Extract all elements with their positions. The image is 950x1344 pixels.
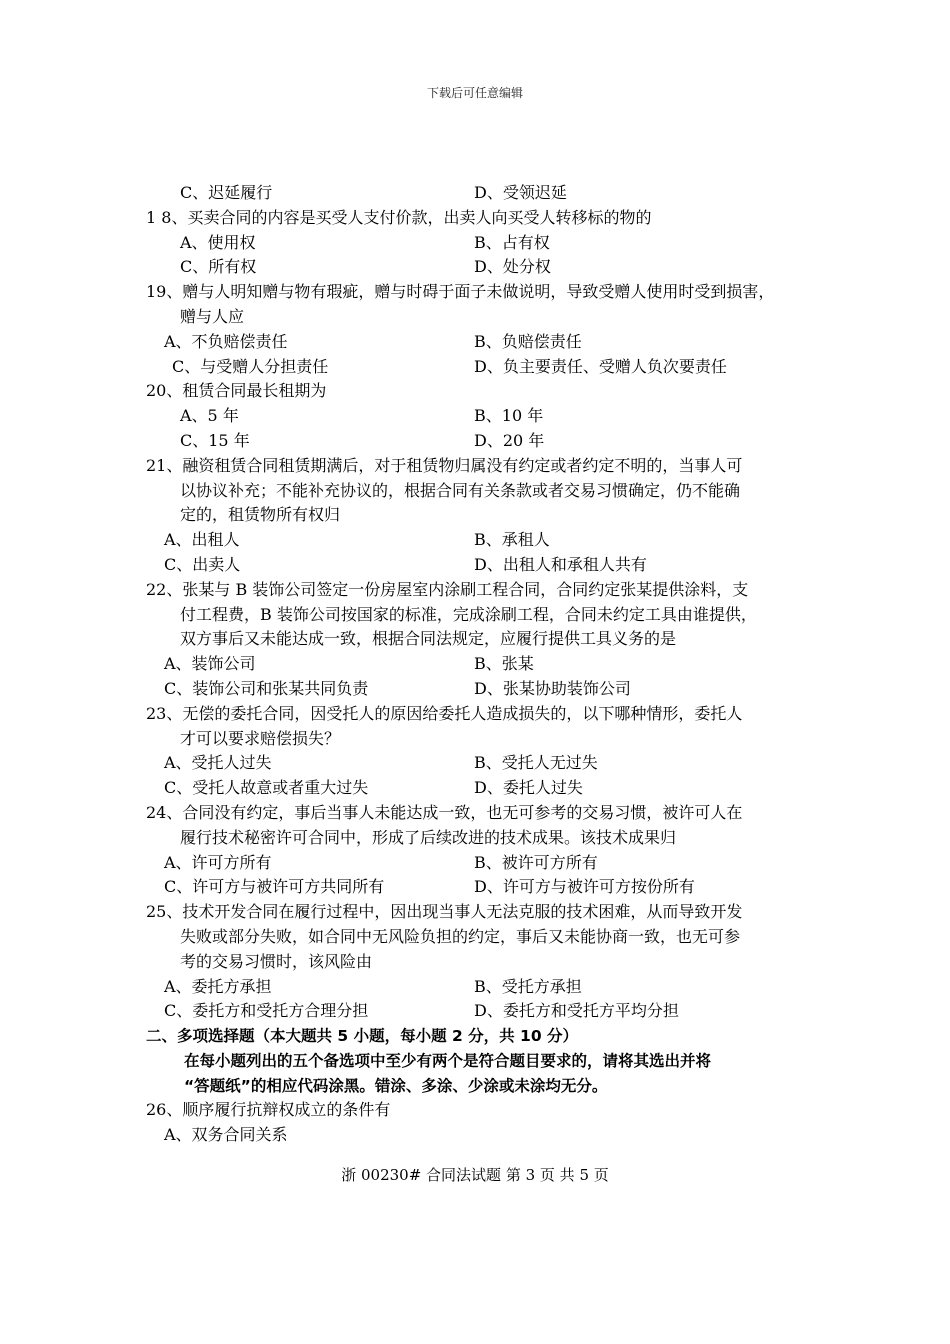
- question-text: 22、张某与 B 装饰公司签定一份房屋室内涂刷工程合同，合同约定张某提供涂料，支: [146, 579, 749, 599]
- option-left: C、委托方和受托方合理分担: [164, 1001, 369, 1021]
- question-continuation: 履行技术秘密许可合同中，形成了后续改进的技术成果。该技术成果归: [180, 827, 677, 847]
- option-right: D、委托人过失: [474, 778, 583, 798]
- question-continuation: 失败或部分失败，如合同中无风险负担的约定，事后又未能协商一致，也无可参: [180, 926, 741, 946]
- option-right: D、许可方与被许可方按份所有: [474, 877, 695, 897]
- option-left: A、出租人: [164, 530, 240, 550]
- option-right: D、20 年: [474, 430, 545, 450]
- option-left: C、与受赠人分担责任: [172, 356, 329, 376]
- option-left: A、装饰公司: [164, 654, 256, 674]
- question-continuation: 才可以要求赔偿损失？: [180, 728, 341, 748]
- question-continuation: 考的交易习惯时，该风险由: [180, 951, 373, 971]
- option-row: [146, 1123, 826, 1148]
- question-text: 20、租赁合同最长租期为: [146, 381, 327, 401]
- question-text: 26、顺序履行抗辩权成立的条件有: [146, 1100, 391, 1120]
- option-row: [146, 553, 826, 578]
- question-text: 21、融资租赁合同租赁期满后，对于租赁物归属没有约定或者约定不明的，当事人可: [146, 455, 743, 475]
- question-text: 1 8、买卖合同的内容是买受人支付价款，出卖人向买受人转移标的物的: [146, 207, 652, 227]
- question-text: 24、合同没有约定，事后当事人未能达成一致，也无可参考的交易习惯，被许可人在: [146, 802, 743, 822]
- question-text: 23、无偿的委托合同，因受托人的原因给委托人造成损失的，以下哪种情形，委托人: [146, 703, 743, 723]
- option-left: A、不负赔偿责任: [164, 331, 288, 351]
- question-continuation: 付工程费，B 装饰公司按国家的标准，完成涂刷工程，合同未约定工具由谁提供，: [180, 604, 757, 624]
- page-header: 下载后可任意编辑: [426, 86, 523, 100]
- option-right: D、委托方和受托方平均分担: [474, 1001, 679, 1021]
- option-right: B、占有权: [474, 232, 550, 252]
- option-row: [146, 751, 826, 776]
- option-row: [146, 528, 826, 553]
- option-row: [146, 181, 826, 206]
- option-row: [146, 429, 826, 454]
- option-row: [146, 776, 826, 801]
- option-right: B、10 年: [474, 406, 544, 426]
- option-row: [146, 231, 826, 256]
- exam-content: [146, 181, 826, 1148]
- option-left: C、装饰公司和张某共同负责: [164, 678, 369, 698]
- option-right: B、张某: [474, 654, 534, 674]
- section-instructions: “答题纸”的相应代码涂黑。错涂、多涂、少涂或未涂均无分。: [184, 1076, 608, 1095]
- option-left: A、双务合同关系: [164, 1125, 288, 1145]
- question-continuation: 定的，租赁物所有权归: [180, 505, 341, 525]
- option-left: C、所有权: [180, 257, 257, 277]
- question-text: 25、技术开发合同在履行过程中，因出现当事人无法克服的技术困难，从而导致开发: [146, 902, 743, 922]
- option-left: C、受托人故意或者重大过失: [164, 778, 369, 798]
- question-continuation: 双方事后又未能达成一致，根据合同法规定，应履行提供工具义务的是: [180, 629, 677, 649]
- option-left: C、出卖人: [164, 554, 241, 574]
- option-left: A、使用权: [180, 232, 256, 252]
- option-right: B、负赔偿责任: [474, 331, 582, 351]
- option-row: [146, 677, 826, 702]
- option-left: C、许可方与被许可方共同所有: [164, 877, 385, 897]
- option-row: [146, 875, 826, 900]
- option-row: [146, 652, 826, 677]
- option-right: D、负主要责任、受赠人负次要责任: [474, 356, 727, 376]
- option-row: [146, 975, 826, 1000]
- question-continuation: 赠与人应: [180, 306, 245, 326]
- option-right: B、受托人无过失: [474, 753, 598, 773]
- option-right: B、承租人: [474, 530, 550, 550]
- option-right: D、张某协助装饰公司: [474, 678, 631, 698]
- option-left: C、迟延履行: [180, 183, 273, 202]
- question-text: 19、赠与人明知赠与物有瑕疵，赠与时碍于面子未做说明，导致受赠人使用时受到损害，: [146, 282, 775, 302]
- option-right: D、出租人和承租人共有: [474, 554, 647, 574]
- option-right: D、处分权: [474, 257, 551, 277]
- option-right: B、受托方承担: [474, 976, 582, 996]
- option-right: B、被许可方所有: [474, 852, 598, 872]
- section-instructions: 在每小题列出的五个备选项中至少有两个是符合题目要求的，请将其选出并将: [184, 1051, 712, 1070]
- option-row: [146, 330, 826, 355]
- question-continuation: 以协议补充；不能补充协议的，根据合同有关条款或者交易习惯确定，仍不能确: [180, 480, 741, 500]
- option-left: C、15 年: [180, 430, 250, 450]
- option-right: D、受领迟延: [474, 183, 567, 202]
- page-footer: 浙 00230# 合同法试题 第 3 页 共 5 页: [341, 1166, 609, 1184]
- option-row: [146, 355, 826, 380]
- option-row: [146, 999, 826, 1024]
- option-row: [146, 851, 826, 876]
- section-heading: 二、多项选择题（本大题共 5 小题，每小题 2 分，共 10 分）: [146, 1027, 579, 1046]
- option-row: [146, 255, 826, 280]
- option-left: A、5 年: [180, 406, 239, 426]
- option-left: A、受托人过失: [164, 753, 272, 773]
- option-left: A、许可方所有: [164, 852, 272, 872]
- option-row: [146, 404, 826, 429]
- option-left: A、委托方承担: [164, 976, 272, 996]
